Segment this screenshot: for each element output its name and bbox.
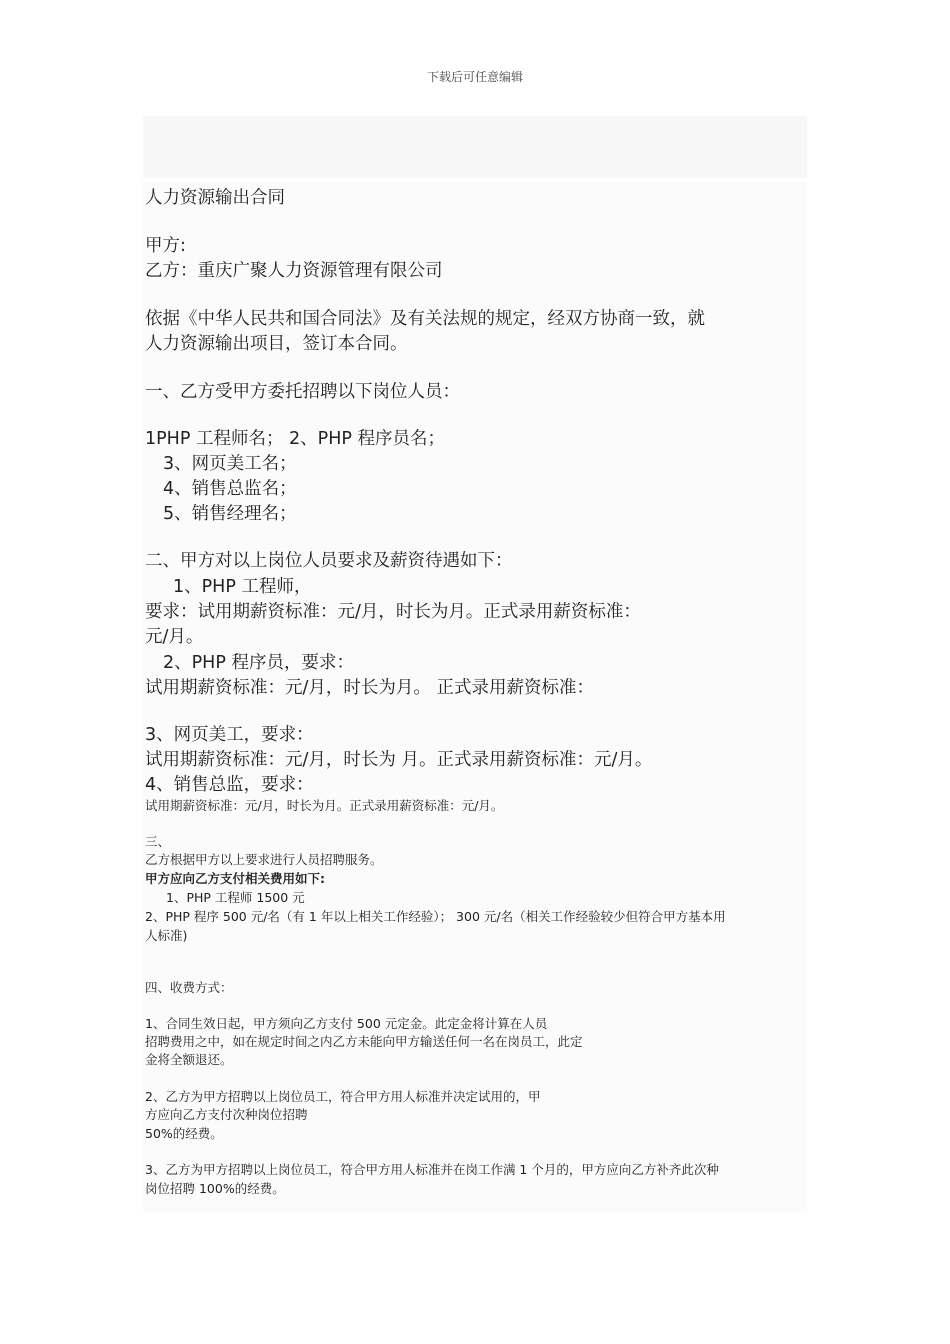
fee-item: 1、PHP 工程师 1500 元: [166, 890, 305, 905]
requirement-line: 试用期薪资标准：元/月，时长为 月。正式录用薪资标准：元/月。: [145, 750, 653, 770]
section-3-line: 甲方应向乙方支付相关费用如下:: [145, 871, 325, 886]
page-header: 下载后可任意编辑: [426, 70, 523, 84]
section-1-title: 一、乙方受甲方委托招聘以下岗位人员：: [145, 382, 460, 402]
section-3-line: 乙方根据甲方以上要求进行人员招聘服务。: [145, 852, 383, 867]
requirement-line: 试用期薪资标准：元/月，时长为月。正式录用薪资标准：元/月。: [145, 798, 504, 813]
payment-paragraph: 方应向乙方支付次种岗位招聘: [145, 1107, 308, 1122]
section-2-title: 二、甲方对以上岗位人员要求及薪资待遇如下：: [145, 551, 513, 571]
requirement-line: 4、销售总监，要求：: [145, 775, 314, 795]
intro-line: 依据《中华人民共和国合同法》及有关法规的规定，经双方协商一致，就: [145, 309, 705, 329]
section-3-heading: 三、: [145, 834, 171, 849]
payment-paragraph: 2、乙方为甲方招聘以上岗位员工，符合甲方用人标准并决定试用的，甲: [145, 1089, 541, 1104]
header-band: [143, 116, 807, 178]
payment-paragraph: 岗位招聘 100%的经费。: [145, 1181, 285, 1196]
position-item: 3、网页美工名；: [163, 454, 297, 474]
position-item: 1PHP 工程师名； 2、PHP 程序员名；: [145, 429, 445, 449]
party-a: 甲方:: [145, 236, 186, 256]
requirement-line: 要求：试用期薪资标准：元/月，时长为月。正式录用薪资标准：: [145, 602, 641, 622]
fee-item: 2、PHP 程序 500 元/名（有 1 年以上相关工作经验）； 300 元/名（相关工作经验较少但符合甲方基本用: [145, 909, 726, 924]
position-item: 4、销售总监名；: [163, 479, 297, 499]
requirement-line: 1、PHP 工程师，: [173, 577, 312, 597]
requirement-line: 试用期薪资标准：元/月，时长为月。 正式录用薪资标准：: [145, 678, 594, 698]
payment-paragraph: 金将全额退还。: [145, 1052, 233, 1067]
payment-paragraph: 招聘费用之中，如在规定时间之内乙方未能向甲方输送任何一名在岗员工，此定: [145, 1034, 583, 1049]
requirement-line: 2、PHP 程序员，要求：: [163, 653, 354, 673]
payment-paragraph: 3、乙方为甲方招聘以上岗位员工，符合甲方用人标准并在岗工作满 1 个月的，甲方应向乙方补齐此次种: [145, 1162, 719, 1177]
section-4-heading: 四、收费方式：: [145, 980, 233, 995]
contract-title: 人力资源输出合同: [145, 188, 285, 208]
fee-item: 人标准): [145, 928, 188, 943]
party-b: 乙方：重庆广聚人力资源管理有限公司: [145, 261, 443, 281]
requirement-line: 3、网页美工，要求：: [145, 725, 314, 745]
payment-paragraph: 1、合同生效日起，甲方须向乙方支付 500 元定金。此定金将计算在人员: [145, 1016, 548, 1031]
requirement-line: 元/月。: [145, 627, 204, 647]
intro-line: 人力资源输出项目，签订本合同。: [145, 334, 408, 354]
position-item: 5、销售经理名；: [163, 504, 297, 524]
payment-paragraph: 50%的经费。: [145, 1126, 223, 1141]
